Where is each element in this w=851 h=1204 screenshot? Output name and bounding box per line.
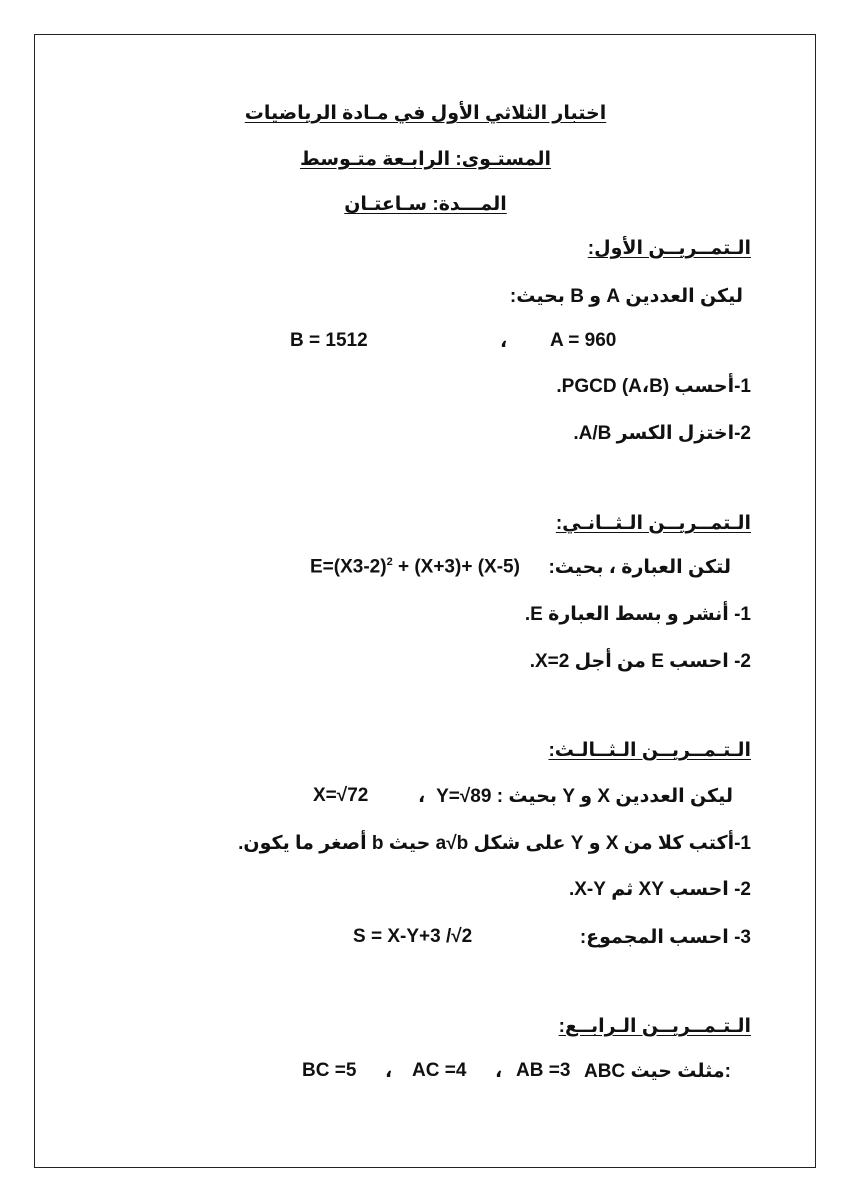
duration-line: المـــدة: سـاعتـان (344, 194, 507, 215)
ex2-expr-base: E=(X3-2) (310, 556, 387, 578)
ex4-bc: BC =5 (302, 1060, 357, 1081)
ex1-separator: ، (500, 331, 508, 352)
ex3-question-2: 2- احسب XY ثم X-Y. (568, 879, 751, 900)
ex3-title: الـتـمــريــن الـثــالـث: (548, 740, 751, 761)
ex4-separator-2: ، (385, 1061, 393, 1082)
ex2-expr-exponent: 2 (386, 556, 393, 568)
ex3-x-value: X=√72 (313, 785, 369, 806)
ex1-title: الـتمــريــن الأول: (587, 238, 751, 259)
ex4-ab: AB =3 (516, 1060, 571, 1081)
ex1-intro: ليكن العددين A و B بحيث: (509, 286, 743, 307)
ex2-question-1: 1- أنشر و بسط العبارة E. (524, 604, 751, 625)
ex3-question-3-expression: S = X-Y+3 /√2 (353, 926, 473, 947)
ex3-separator: ، (418, 786, 426, 807)
ex2-title: الـتمــريــن الـثــانـي: (555, 513, 751, 534)
ex1-question-2: 2-اختزل الكسر A/B. (573, 423, 751, 444)
ex2-expr-rest: + (X+3)+ (X-5) (392, 556, 520, 578)
ex3-intro: ليكن العددين X و Y بحيث : Y=√89 (436, 786, 733, 807)
ex2-question-2: 2- احسب E من أجل X=2. (529, 651, 751, 672)
ex1-b-value: B = 1512 (290, 330, 368, 351)
ex1-question-1: 1-أحسب PGCD (A،B). (556, 376, 751, 397)
ex3-question-1: 1-أكتب كلا من X و Y على شكل a√b حيث b أصغر ما يكون. (238, 833, 751, 854)
exam-title: اختبار الثلاثي الأول في مـادة الرياضيات (244, 103, 607, 124)
ex1-a-value: A = 960 (550, 330, 617, 351)
ex4-ac: AC =4 (412, 1060, 467, 1081)
ex2-expression (310, 556, 520, 578)
level-line: المستـوى: الرابـعة متـوسط (300, 149, 551, 170)
ex4-title: الـتـمــريــن الـرابــع: (558, 1016, 751, 1037)
ex3-question-3-label: 3- احسب المجموع: (579, 927, 751, 948)
ex4-separator-1: ، (495, 1061, 503, 1082)
ex4-intro: ABC مثلث حيث: (583, 1061, 731, 1082)
ex2-intro: لتكن العبارة ، بحيث: (548, 557, 731, 578)
